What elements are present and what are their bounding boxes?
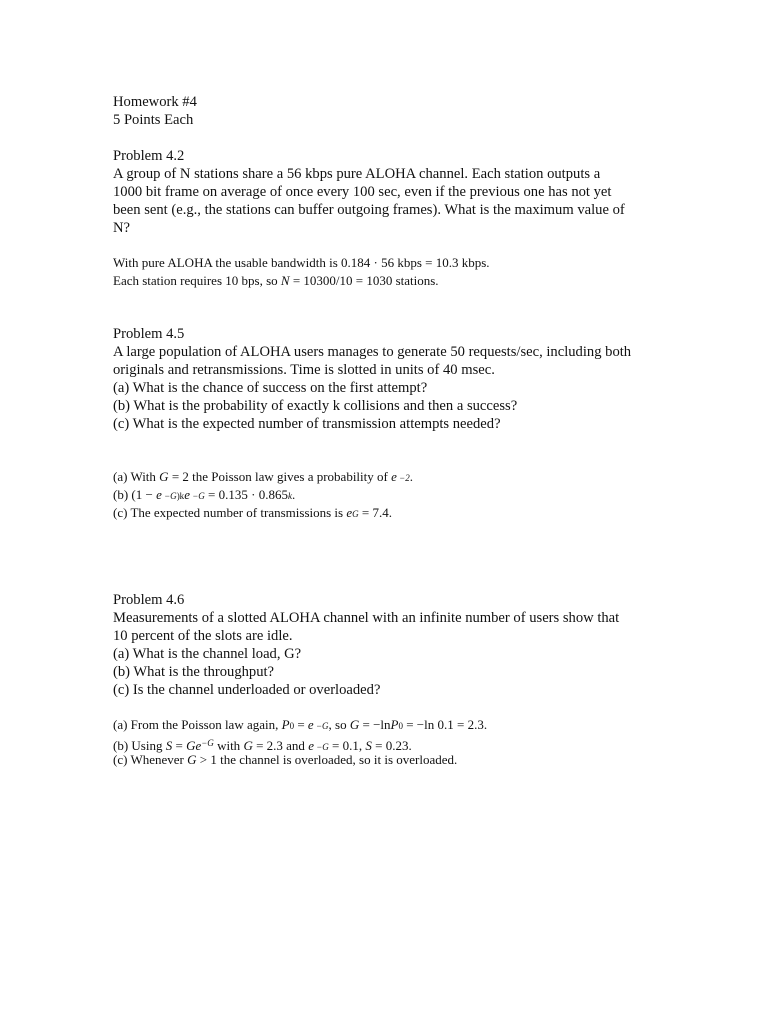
problem-4-5-question-line: originals and retransmissions. Time is slotted in units of 40 msec. bbox=[113, 362, 495, 378]
problem-4-5-question-line: (a) What is the chance of success on the first attempt? bbox=[113, 380, 428, 396]
problem-4-6-question-line: (c) Is the channel underloaded or overloaded? bbox=[113, 682, 381, 698]
problem-4-6-question-line: Measurements of a slotted ALOHA channel with an infinite number of users show that bbox=[113, 610, 620, 626]
problem-4-2-heading: Problem 4.2 bbox=[113, 148, 185, 164]
homework-title: Homework #4 bbox=[113, 94, 197, 110]
problem-4-2-answer-line-2: Each station requires 10 bps, so N = 10300/10 = 1030 stations. bbox=[113, 273, 439, 288]
problem-4-5-question-line: (b) What is the probability of exactly k collisions and then a success? bbox=[113, 398, 518, 414]
problem-4-2-question-line: 1000 bit frame on average of once every 100 sec, even if the previous one has not yet bbox=[113, 184, 612, 200]
problem-4-6-question-line: (b) What is the throughput? bbox=[113, 664, 275, 680]
problem-4-6-question-line: 10 percent of the slots are idle. bbox=[113, 628, 293, 644]
problem-4-6-answer-c: (c) Whenever G > 1 the channel is overloaded, so it is overloaded. bbox=[113, 752, 458, 767]
problem-4-2-answer-line-1: With pure ALOHA the usable bandwidth is 0.184 · 56 kbps = 10.3 kbps. bbox=[113, 255, 490, 270]
problem-4-5-question-line: (c) What is the expected number of transmission attempts needed? bbox=[113, 416, 501, 432]
problem-4-2-question-line: been sent (e.g., the stations can buffer outgoing frames). What is the maximum value of bbox=[113, 202, 625, 218]
problem-4-5-heading: Problem 4.5 bbox=[113, 326, 185, 342]
problem-4-6-heading: Problem 4.6 bbox=[113, 592, 185, 608]
problem-4-6-answer-a: (a) From the Poisson law again, P0 = e −G, so G = −lnP0 = −ln 0.1 = 2.3. bbox=[113, 717, 488, 732]
problem-4-5-question-line: A large population of ALOHA users manages to generate 50 requests/sec, including both bbox=[113, 344, 632, 360]
problem-4-5-answer-b: (b) (1 − e −G)ke −G = 0.135 · 0.865k. bbox=[113, 487, 296, 502]
problem-4-2-question-line: A group of N stations share a 56 kbps pure ALOHA channel. Each station outputs a bbox=[113, 166, 601, 182]
problem-4-5-answer-c: (c) The expected number of transmissions is eG = 7.4. bbox=[113, 505, 392, 520]
problem-4-6-answer-b: (b) Using $S = Ge^{-G}$ with G = 2.3 and e −G = 0.1, S = 0.23. bbox=[113, 738, 412, 753]
problem-4-2-question-line: N? bbox=[113, 220, 131, 236]
problem-4-6-question-line: (a) What is the channel load, G? bbox=[113, 646, 302, 662]
points-note: 5 Points Each bbox=[113, 112, 194, 128]
problem-4-5-answer-a: (a) With G = 2 the Poisson law gives a probability of e −2. bbox=[113, 469, 413, 484]
